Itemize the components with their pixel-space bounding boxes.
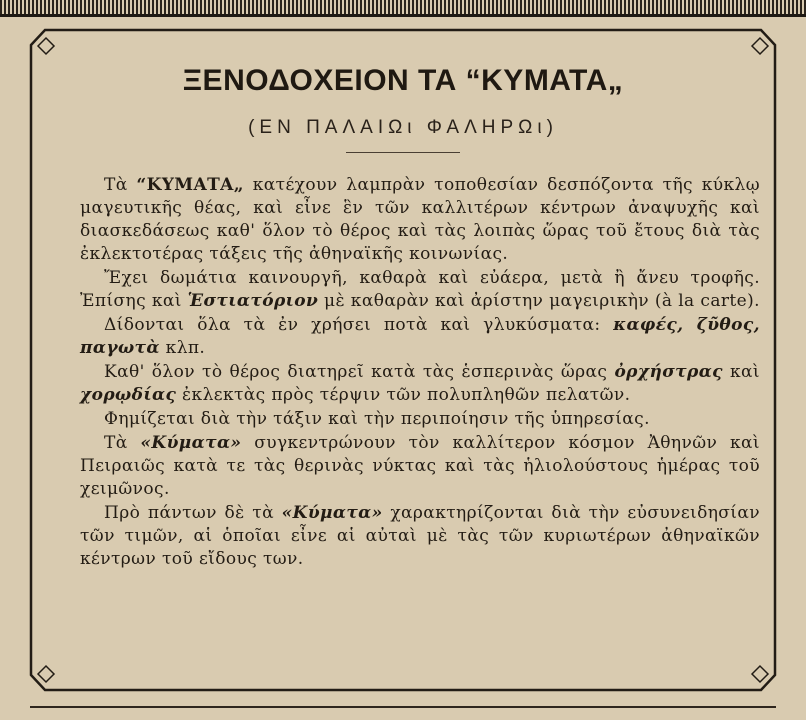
emphasis-choirs: χορῳδίας <box>80 385 177 405</box>
paragraph-1 <box>80 174 760 266</box>
paragraph-2 <box>80 267 760 313</box>
paragraph-7 <box>80 502 760 571</box>
paragraph-6 <box>80 432 760 501</box>
paragraph-5 <box>80 408 760 431</box>
title-divider <box>346 152 460 153</box>
advertisement-body <box>80 174 760 572</box>
text-run: κατέχουν λαμπρὰν τοποθεσίαν δεσπόζοντα τῆς κύκλῳ μαγευτικῆς θέας, καὶ εἶνε ἓν τῶν καλλιτέρων κέντρων ἀναψυχῆς καὶ διασκεδάσεως καθ' ὅλον τὸ θέρος καὶ τὰς λοιπὰς ὥρας τοῦ ἔτους διὰ τὰς ἐκλεκτοτέρας τάξεις τῆς ἀθηναϊκῆς κοινωνίας. <box>80 175 760 264</box>
text-run: Τὰ <box>104 175 137 195</box>
text-run: Τὰ <box>104 433 141 453</box>
emphasis-kymata: «Κύματα» <box>281 503 383 523</box>
text-run: καὶ <box>722 362 760 382</box>
emphasis-restaurant: Ἑστιατόριον <box>187 291 319 311</box>
corner-ornament-br <box>752 666 768 682</box>
location-subtitle: (ΕΝ ΠΑΛΑΙΩι ΦΑΛΗΡΩι) <box>248 117 558 138</box>
text-run: μὲ καθαρὰν καὶ ἀρίστην μαγειρικὴν (à la carte). <box>318 291 760 311</box>
emphasis-refreshments: καφές, ζῦθος, παγωτὰ <box>80 315 760 358</box>
text-run: Καθ' ὅλον τὸ θέρος διατηρεῖ κατὰ τὰς ἑσπερινὰς ὥρας <box>104 362 615 382</box>
hotel-title: ΞΕΝΟΔΟΧΕΙΟΝ ΤΑ “ΚΥΜΑΤΑ„ <box>182 64 624 97</box>
paragraph-3 <box>80 314 760 360</box>
corner-ornament-bl <box>38 666 54 682</box>
corner-ornament-tr <box>752 38 768 54</box>
emphasis-orchestras: ὀρχήστρας <box>614 362 723 382</box>
text-run: συγκεντρώνουν τὸν καλλίτερον κόσμον Ἀθηνῶν καὶ Πειραιῶς κατὰ τε τὰς θερινὰς νύκτας καὶ τὰς ἡλιολούστους ἡμέρας τοῦ χειμῶνος. <box>80 433 760 499</box>
text-run: Φημίζεται διὰ τὴν τάξιν καὶ τὴν περιποίησιν τῆς ὑπηρεσίας. <box>104 409 650 429</box>
corner-ornament-tl <box>38 38 54 54</box>
text-run: Δίδονται ὅλα τὰ ἐν χρήσει ποτὰ καὶ γλυκύσματα: <box>104 315 614 335</box>
text-run: Πρὸ πάντων δὲ τὰ <box>104 503 282 523</box>
emphasis-kymata: «Κύματα» <box>140 433 242 453</box>
text-run: κλπ. <box>159 338 206 358</box>
bottom-rule <box>30 706 776 708</box>
text-run: Ἔχει δωμάτια καινουργῆ, καθαρὰ καὶ εὐάερα, μετὰ ἢ ἄνευ τροφῆς. Ἐπίσης καὶ <box>80 268 760 311</box>
text-run: ἐκλεκτὰς πρὸς τέρψιν τῶν πολυπληθῶν πελατῶν. <box>176 385 631 405</box>
hotel-name-bold: “ΚΥΜΑΤΑ„ <box>136 175 244 195</box>
text-run: χαρακτηρίζονται διὰ τὴν εὐσυνειδησίαν τῶν τιμῶν, αἱ ὁποῖαι εἶνε αἱ αὐταὶ μὲ τὰς τῶν κυριωτέρων ἀθηναϊκῶν κέντρων τοῦ εἴδους των. <box>80 503 760 569</box>
paragraph-4 <box>80 361 760 407</box>
